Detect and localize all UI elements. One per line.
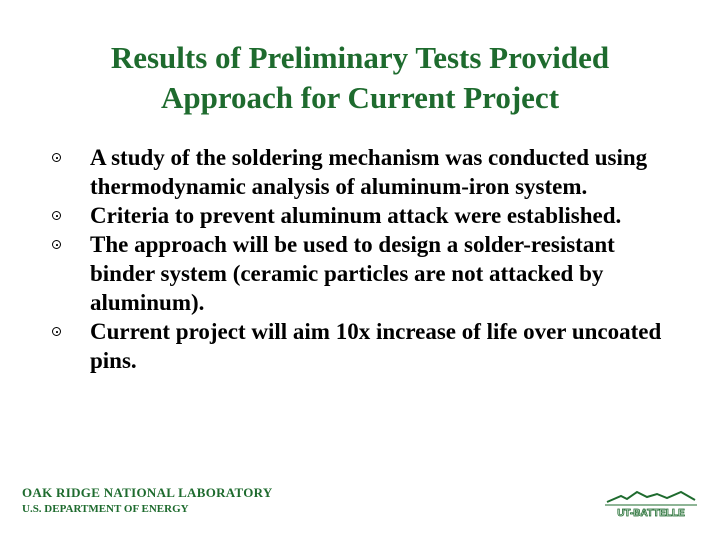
bullet-icon [52, 153, 61, 162]
slide-title-line-1: Results of Preliminary Tests Provided [110, 40, 610, 75]
bullet-list [50, 143, 670, 375]
bullet-icon [52, 240, 61, 249]
ut-battelle-logo-icon [603, 486, 699, 520]
bullet-text: Criteria to prevent aluminum attack were established. [90, 203, 622, 228]
department-name: U.S. DEPARTMENT OF ENERGY [22, 503, 189, 515]
bullet-text: Current project will aim 10x increase of life over uncoated pins. [90, 319, 662, 373]
logo-text: UT-BATTELLE [617, 508, 685, 519]
slide-title-line-2: Approach for Current Project [160, 80, 560, 115]
bullet-item [50, 317, 670, 375]
bullet-item [50, 143, 670, 201]
bullet-text: The approach will be used to design a solder-resistant binder system (ceramic particles are not attacked by aluminum). [90, 232, 615, 315]
slide-title [40, 38, 680, 118]
bullet-text: A study of the soldering mechanism was conducted using thermodynamic analysis of aluminum-iron system. [90, 145, 648, 199]
bullet-icon [52, 211, 61, 220]
footer-lab-branding [22, 485, 273, 515]
bullet-item [50, 230, 670, 317]
bullet-icon [52, 327, 61, 336]
lab-name: OAK RIDGE NATIONAL LABORATORY [22, 485, 273, 500]
bullet-item [50, 201, 670, 230]
